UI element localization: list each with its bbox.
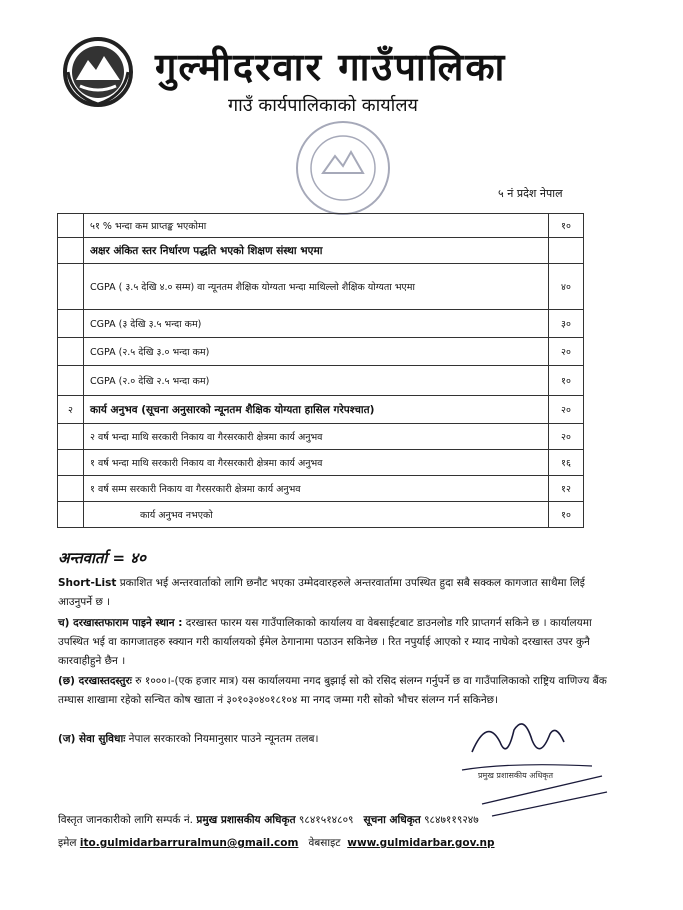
- row-description: CGPA (३ देखि ३.५ भन्दा कम): [84, 310, 549, 338]
- row-description: २ वर्ष भन्दा माथि सरकारी निकाय वा गैरसरकारी क्षेत्रमा कार्य अनुभव: [84, 424, 549, 450]
- table-row: [58, 450, 584, 476]
- page-title: गुल्मीदरवार गाउँपालिका: [155, 45, 507, 89]
- row-score: १०: [549, 214, 584, 238]
- row-score: [549, 238, 584, 264]
- row-description: CGPA ( ३.५ देखि ४.० सम्म) वा न्यूनतम शैक्षिक योग्यता भन्दा माथिल्लो शैक्षिक योग्यता भएमा: [84, 264, 549, 310]
- website-link[interactable]: www.gulmidarbar.gov.np: [347, 837, 495, 849]
- row-score: १६: [549, 450, 584, 476]
- row-score: १०: [549, 366, 584, 396]
- application-fee-paragraph: [58, 672, 610, 710]
- score-table: [57, 213, 584, 528]
- info-officer-phone: ९८४७११९२४७: [424, 814, 479, 826]
- row-description: १ वर्ष सम्म सरकारी निकाय वा गैरसरकारी क्षेत्रमा कार्य अनुभव: [84, 476, 549, 502]
- footer-contact-line: [58, 813, 479, 827]
- row-description: अक्षर अंकित स्तर निर्धारण पद्धति भएको शिक्षण संस्था भएमा: [84, 238, 549, 264]
- service-facility-label: (ज) सेवा सुविधाः: [58, 733, 126, 745]
- table-row: [58, 396, 584, 424]
- row-score: १२: [549, 476, 584, 502]
- email-link[interactable]: ito.gulmidarbarruralmun@gmail.com: [79, 837, 299, 849]
- row-score: २०: [549, 396, 584, 424]
- table-row: [58, 502, 584, 528]
- shortlist-paragraph: [58, 574, 610, 612]
- province-label: ५ नं प्रदेश नेपाल: [498, 187, 563, 200]
- signature-stamp: [452, 712, 612, 822]
- row-number: [58, 310, 84, 338]
- application-fee-label: (छ) दरखास्तदस्तुरः: [58, 675, 132, 687]
- row-score: ३०: [549, 310, 584, 338]
- row-description: ५१ % भन्दा कम प्राप्तङ्क भएकोमा: [84, 214, 549, 238]
- row-score: २०: [549, 424, 584, 450]
- table-row: [58, 338, 584, 366]
- row-number: [58, 424, 84, 450]
- website-label: वेबसाइट: [308, 837, 341, 849]
- row-number: २: [58, 396, 84, 424]
- contact-prefix: विस्तृत जानकारीको लागि सम्पर्क नं.: [58, 814, 193, 826]
- table-row: [58, 476, 584, 502]
- email-label: इमेल: [58, 837, 77, 849]
- contact-officer-phone: ९८४१५१४८०९: [298, 814, 354, 826]
- table-row: [58, 366, 584, 396]
- service-facility-text: नेपाल सरकारको नियमानुसार पाउने न्यूनतम तलब।: [125, 733, 319, 745]
- row-number: [58, 264, 84, 310]
- application-form-paragraph: [58, 614, 610, 671]
- table-row: [58, 424, 584, 450]
- shortlist-text: प्रकाशित भई अन्तरवार्ताको लागि छनौट भएका उम्मेदवारहरुले अन्तरवार्तामा उपस्थित हुदा सबै सक्कल कागजात साथैमा लिई आउनुपर्ने छ ।: [58, 577, 585, 608]
- nepal-emblem-logo: [62, 36, 134, 108]
- interview-marks: अन्तवार्ता = ४०: [58, 549, 146, 567]
- office-stamp: [293, 118, 393, 218]
- row-score: २०: [549, 338, 584, 366]
- row-number: [58, 214, 84, 238]
- row-description: कार्य अनुभव (सूचना अनुसारको न्यूनतम शैक्षिक योग्यता हासिल गरेपश्चात): [84, 396, 549, 424]
- row-number: [58, 366, 84, 396]
- row-score: १०: [549, 502, 584, 528]
- row-description: कार्य अनुभव नभएको: [84, 502, 549, 528]
- signatory-title: प्रमुख प्रशासकीय अधिकृत: [478, 771, 554, 780]
- row-number: [58, 450, 84, 476]
- info-officer: सूचना अधिकृत: [363, 814, 421, 826]
- shortlist-label: Short-List: [58, 577, 117, 589]
- row-description: CGPA (२.५ देखि ३.० भन्दा कम): [84, 338, 549, 366]
- contact-officer: प्रमुख प्रशासकीय अधिकृत: [196, 814, 296, 826]
- application-form-text: दरखास्त फारम यस गाउँपालिकाको कार्यालय वा वेबसाईटबाट डाउनलोड गरि प्राप्तगर्न सकिने छ । कार्यालयमा उपस्थित भई वा कागजातहरु स्क्यान गरी कार्यालयको ईमेल ठेगानामा पठाउन सकिनेछ । रित नपुर्याई आएको र म्याद नाघेको दरखास्त उपर कुनै कारवाहीहुने छैन ।: [58, 617, 592, 667]
- row-description: CGPA (२.० देखि २.५ भन्दा कम): [84, 366, 549, 396]
- row-description: १ वर्ष भन्दा माथि सरकारी निकाय वा गैरसरकारी क्षेत्रमा कार्य अनुभव: [84, 450, 549, 476]
- office-subtitle: गाउँ कार्यपालिकाको कार्यालय: [228, 95, 418, 116]
- row-number: [58, 338, 84, 366]
- table-row: [58, 214, 584, 238]
- table-row: [58, 238, 584, 264]
- row-number: [58, 238, 84, 264]
- row-number: [58, 502, 84, 528]
- footer-email-line: [58, 836, 495, 850]
- application-form-label: च) दरखास्तफाराम पाइने स्थान :: [58, 617, 183, 629]
- application-fee-text: रु १०००।-(एक हजार मात्र) यस कार्यालयमा नगद बुझाई सो को रसिद संलग्न गर्नुपर्ने छ वा गाउँपालिकाको राष्ट्रिय वाणिज्य बैंक तम्घास शाखामा रहेको सन्चित कोष खाता नं ३०१०३०४०१८१०४ मा नगद जम्मा गरी सोको भौचर संलग्न गर्न सकिनेछ।: [58, 675, 607, 706]
- table-row: [58, 264, 584, 310]
- row-score: ४०: [549, 264, 584, 310]
- table-row: [58, 310, 584, 338]
- row-number: [58, 476, 84, 502]
